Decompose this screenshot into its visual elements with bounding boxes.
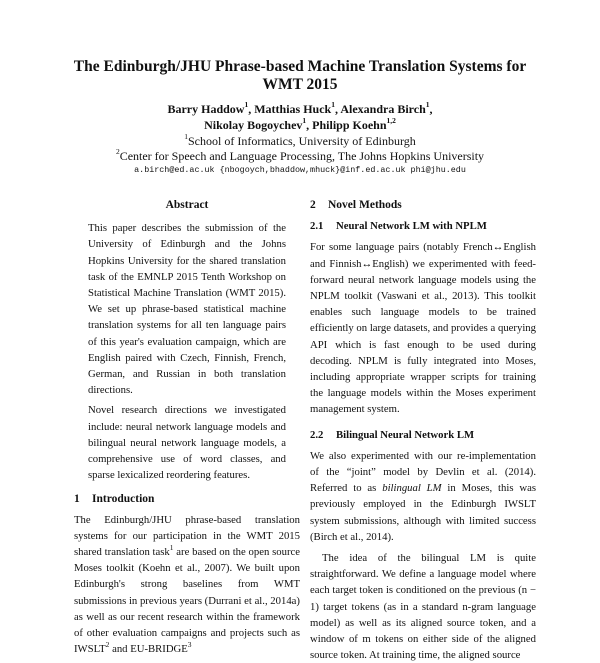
section-number: 1 — [74, 493, 80, 506]
section-heading-introduction — [74, 491, 300, 507]
author-name: Barry Haddow — [167, 102, 245, 116]
bilingual-lm-paragraph-2: The idea of the bilingual LM is quite straightforward. We define a language model where each target token is conditioned on the previous (n − 1) target tokens (as in a standard n-gram language model) as well as its aligned source token, and a window of m tokens on either side of the aligned source token. At training time, the aligned source — [310, 552, 536, 662]
subsection-title: Neural Network LM with NPLM — [336, 220, 487, 233]
author-emails: a.birch@ed.ac.uk {nbogoych,bhaddow,mhuck}@inf.ed.ac.uk phi@jhu.edu — [134, 165, 466, 175]
subsection-heading-bilingual-lm — [310, 427, 536, 443]
section-title: Novel Methods — [328, 199, 402, 211]
subsection-heading-nplm — [310, 218, 536, 234]
footnote-mark: 2 — [105, 639, 110, 649]
affiliation-1 — [60, 133, 540, 149]
bilingual-lm-paragraph-1 — [310, 448, 536, 545]
abstract-body — [74, 220, 300, 483]
footnote-mark: 3 — [187, 639, 192, 649]
section-heading-novel-methods — [310, 197, 536, 213]
section-number: 2 — [310, 199, 316, 211]
paper-title: The Edinburgh/JHU Phrase-based Machine Translation Systems for WMT 2015 — [73, 58, 527, 93]
author-line-2: Nikolay Bogoychev$^1$, Philipp Koehn$^{1,2}$ — [204, 116, 396, 132]
affiliation-2 — [60, 148, 540, 164]
author-name: Philipp Koehn — [312, 118, 387, 132]
paragraph-text: in Moses, this was previously employed in the Edinburgh IWSLT system submissions, although with limited success (Birch et al., 2014). — [310, 482, 536, 543]
author-list — [60, 101, 540, 133]
author-line-1: Barry Haddow$^1$, Matthias Huck$^1$, Alexandra Birch$^1$, — [167, 100, 433, 116]
nplm-paragraph: For some language pairs (notably French↔English and Finnish↔English) we experimented with feed-forward neural network language models using the NPLM toolkit (Vaswani et al., 2013). This toolkit enables such language models to be trained efficiently on large datasets, and provides a querying API which is fast enough to be used during decoding. NPLM is fully integrated into Moses, including appropriate wrapper scripts for training the language models within the Moses experiment management system. — [310, 241, 536, 416]
author-name: Nikolay Bogoychev — [204, 118, 303, 132]
intro-text: and EU-BRIDGE — [109, 643, 188, 656]
intro-text: are based on the open source Moses toolkit (Koehn et al., 2007). We built upon Edinburgh's strong baselines from WMT submissions in previous years (Durrani et al., 2014a) as well as our recent research within the framework of other evaluation campaigns and projects such as IWSLT — [74, 546, 300, 656]
author-affiliation-mark: 1 — [331, 100, 335, 109]
emphasis-term: bilingual LM — [382, 482, 442, 495]
paragraph-text: We also experimented with our re-implementation of the “joint” model by Devlin et al. (2014). Referred to as — [310, 449, 536, 495]
subsection-title: Bilingual Neural Network LM — [336, 428, 475, 441]
subsection-number: 2.2 — [310, 428, 324, 441]
left-column — [74, 197, 300, 657]
author-name: Alexandra Birch — [340, 102, 426, 116]
abstract-paragraph-2: Novel research directions we investigated include: neural network language models and bilingual neural network language models, a comprehensive use of word classes, and sparse lexicalized reordering features. — [88, 404, 286, 482]
affiliation-mark: 1 — [184, 132, 188, 141]
section-title: Introduction — [92, 493, 155, 506]
abstract-heading: Abstract — [165, 199, 209, 211]
affiliation-text: Center for Speech and Language Processing, The Johns Hopkins University — [119, 149, 485, 163]
affiliation-text: School of Informatics, University of Edinburgh — [188, 134, 416, 148]
subsection-number: 2.1 — [310, 220, 324, 233]
author-affiliation-mark: 1 — [425, 100, 430, 109]
abstract-paragraph-1: This paper describes the submission of the University of Edinburgh and the Johns Hopkins University for the shared translation task of the EMNLP 2015 Tenth Workshop on Statistical Machine Translation (WMT 2015). We set up phrase-based statistical machine translation systems for all ten language pairs of this year's evaluation campaign, which are English paired with Czech, Finnish, French, German, and Russian in both translation directions. — [88, 222, 286, 397]
author-affiliation-mark: 1 — [244, 100, 249, 109]
intro-text: The Edinburgh/JHU phrase-based translation systems for our participation in the WMT 2015 shared translation task — [74, 513, 300, 559]
right-column — [310, 197, 536, 663]
intro-paragraph — [74, 512, 300, 658]
author-affiliation-mark: 1,2 — [386, 116, 396, 125]
footnote-mark: 1 — [169, 542, 174, 552]
author-affiliation-mark: 1 — [302, 116, 307, 125]
author-name: Matthias Huck — [254, 102, 332, 116]
affiliation-mark: 2 — [115, 147, 120, 156]
